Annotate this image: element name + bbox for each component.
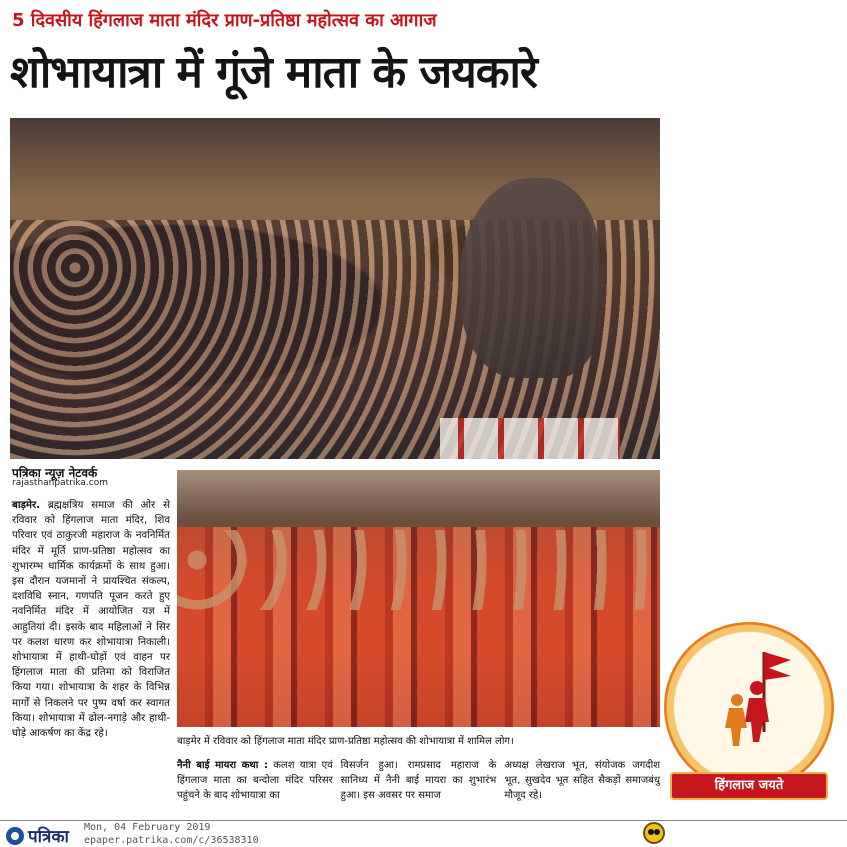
- flag-figures-icon: [709, 642, 799, 752]
- col2-text: कलश यात्रा एवं हिंगलाज माता का बन्दोला मंदिर परिसर पहुंचने के बाद शोभायात्रा का: [177, 760, 333, 801]
- owl-icon[interactable]: [643, 822, 665, 844]
- byline-url: rajasthanpatrika.com: [12, 478, 108, 488]
- procession-photo: [10, 118, 660, 459]
- main-headline: शोभायात्रा में गूंजे माता के जयकारे: [10, 47, 537, 98]
- article-body-column: [12, 498, 170, 741]
- subheading: नैनी बाई मायरा कथा :: [177, 760, 268, 771]
- patrika-logo-icon: [6, 827, 24, 845]
- footer-divider: [0, 820, 847, 821]
- patrika-logo[interactable]: [6, 824, 69, 847]
- article-col-4: अध्यक्ष लेखराज भूत, संयोजक जगदीश भूत, सुखदेव भूत सहित सैकड़ों समाजबंधु मौजूद रहे।: [504, 760, 661, 801]
- article-bottom-columns: [177, 758, 660, 803]
- footer-date: Mon, 04 February 2019: [84, 822, 211, 833]
- byline-name: पत्रिका न्यूज़ नेटवर्क: [12, 466, 98, 480]
- hinglaj-seal-icon: [664, 622, 834, 802]
- article-col-3: विसर्जन हुआ। रामप्रसाद महाराज के सानिध्य में नैनी बाई मायरा का शुभारंभ हुआ। इस अवसर पर समाज: [340, 760, 497, 801]
- article-lead: ब्रह्मक्षत्रिय समाज की ओर से रविवार को हिंगलाज माता मंदिर, शिव परिवार एवं ठाकुरजी महाराज के नवनिर्मित मंदिर में मूर्ति प्राण-प्रतिष्ठा महोत्सव का शुभारम्भ धार्मिक कार्यक्रमों के साथ हुआ। इस दौरान यजमानों ने प्रायश्चित संकल्प, दशविधि स्नान, गणपति पूजन करते हुए नवनिर्मित मंदिर में आयोजित यज्ञ में आहुतियां दी। इसके बाद महिलाओं ने सिर पर कलश धारण कर शोभायात्रा निकाली। शोभायात्रा में हाथी-घोड़ों एवं वाहन पर हिंगलाज माता की प्रतिमा को विराजित किया गया। शोभायात्रा के शहर के विभिन्न मार्गों से निकलने पर पुष्प वर्षा कर स्वागत किया। शोभायात्रा में ढोल-नगाड़े और हाथी-घोड़े आकर्षण का केंद्र रहे।: [12, 500, 170, 740]
- faces-row: [177, 530, 660, 610]
- seal-banner: हिंगलाज जयते: [670, 772, 828, 800]
- article-col-2: [177, 758, 333, 803]
- kicker-headline: 5 दिवसीय हिंगलाज माता मंदिर प्राण-प्रतिष्ठा महोत्सव का आगाज: [12, 10, 437, 31]
- patrika-logo-text: पत्रिका: [28, 827, 69, 847]
- band-members: [440, 418, 620, 459]
- photo-caption: बाड़मेर में रविवार को हिंगलाज माता मंदिर प्राण-प्रतिष्ठा महोत्सव की शोभायात्रा में शामिल लोग।: [177, 736, 514, 747]
- elephant-figure: [460, 178, 600, 378]
- dateline: बाड़मेर.: [12, 500, 41, 511]
- women-kalash-photo: [177, 470, 660, 727]
- footer-epaper-link[interactable]: epaper.patrika.com/c/36538310: [84, 835, 259, 846]
